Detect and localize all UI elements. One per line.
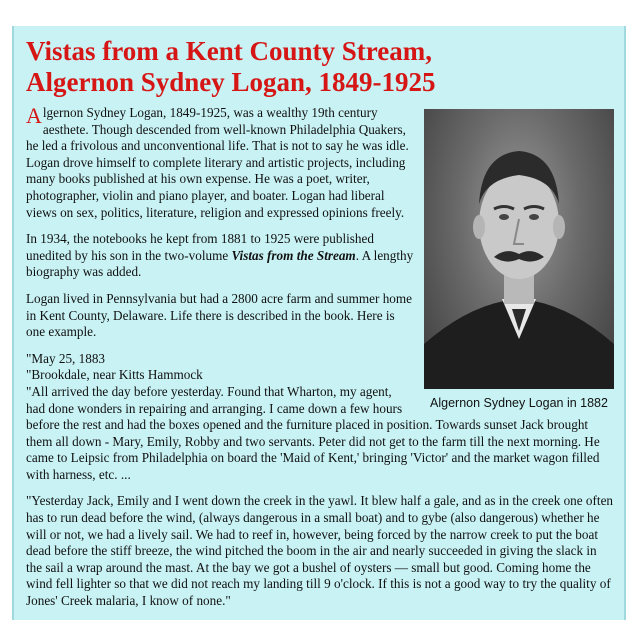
portrait-figure [424, 109, 614, 412]
portrait-illustration [424, 109, 614, 389]
content-panel [12, 26, 626, 620]
farm-paragraph: Logan lived in Pennsylvania but had a 2800 acre farm and summer home in Kent County, Delaware. Life there is described in the book. Here is one example. [26, 290, 412, 340]
portrait-caption: Algernon Sydney Logan in 1882 [430, 396, 608, 410]
diary-text-1: "All arrived the day before yesterday. Found that Wharton, my agent, had done wonders in repairing and arranging. I came down a few hours before the rest and had the boxes opened and the furniture placed in position. Towards sunset Jack brought them all down - Mary, Emily, Robby and two servants. Peter did not get to the farm till the next morning. He came to Leipsic from Philadelphia on board the 'Maid of Kent,' bringing 'Victor' and the market wagon filled with harness, etc. ... [26, 383, 600, 482]
publication-text-after: . A lengthy biography was added. [26, 247, 414, 280]
article-body [26, 105, 616, 620]
diary-entry-2: "Yesterday Jack, Emily and I went down the creek in the yawl. It blew half a gale, and as in the creek one often has to run dead before the wind, (always dangerous in a small boat) and to gybe (also dangerous) whether he will or not, we had a lively sail. We had to reef in, however, being forced by the narrow creek to put the boat dead before the stiff breeze, the wind pitched the boom in the air and nearly succeeded in giving the slack in the sail a wrap around the mast. At the bay we got a bushel of oysters — small but good. Coming home the wind fell lighter so that we did not reach my landing till 9 o'clock. If this is not a good way to try the quality of Jones' Creek malaria, I know of none." [26, 493, 614, 609]
intro-text: lgernon Sydney Logan, 1849-1925, was a wealthy 19th century aesthete. Though descended from well-known Philadelphia Quakers, he led a frivolous and unconventional life. That is not to say he was idle. Logan drove himself to complete literary and artistic projects, including many books published at his own expense. He was a poet, writer, photographer, violin and piano player, and boater. Logan had liberal views on sex, politics, literature, religion and expressed opinions freely. [26, 105, 409, 220]
portrait-photo [424, 109, 614, 389]
page-title [26, 36, 616, 98]
diary-place: "Brookdale, near Kitts Hammock [26, 367, 203, 383]
publication-text-before: In 1934, the notebooks he kept from 1881 to 1925 were published unedited by his son in the two-volume [26, 231, 374, 263]
title-line-2: Algernon Sydney Logan, 1849-1925 [26, 67, 436, 97]
diary-date: "May 25, 1883 [26, 350, 106, 366]
drop-cap: A [26, 103, 42, 128]
title-line-1: Vistas from a Kent County Stream, [26, 36, 432, 66]
book-title: Vistas from the Stream [231, 247, 356, 263]
